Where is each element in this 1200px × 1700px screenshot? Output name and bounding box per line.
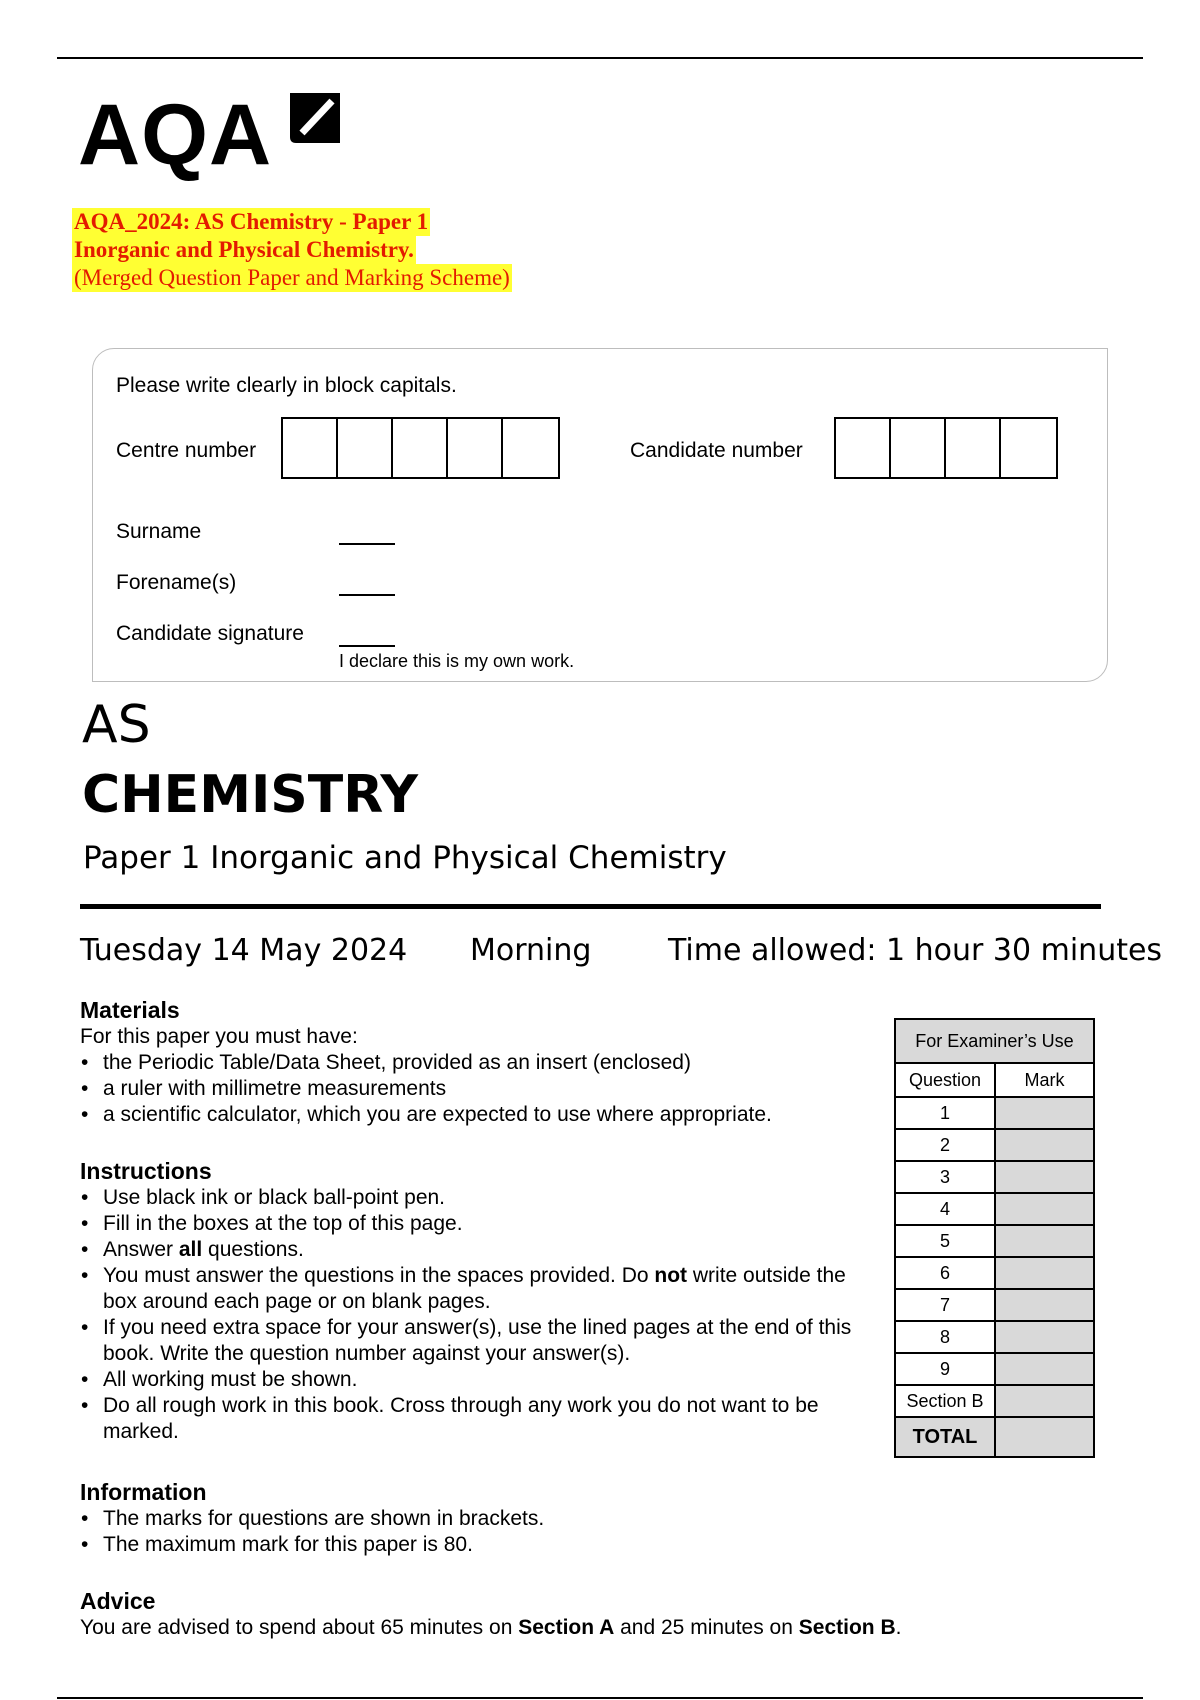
mark-column-header: Mark — [995, 1063, 1094, 1097]
advice-heading: Advice — [80, 1588, 156, 1614]
table-row — [895, 1193, 1094, 1225]
candidate-number-cell[interactable] — [836, 419, 891, 477]
list-item: • All working must be shown. — [80, 1367, 870, 1393]
centre-number-cell[interactable] — [393, 419, 448, 477]
centre-number-cell[interactable] — [503, 419, 558, 477]
question-number: 4 — [895, 1193, 995, 1225]
aqa-logo — [78, 85, 348, 185]
question-number: 1 — [895, 1097, 995, 1129]
total-row — [895, 1417, 1094, 1457]
candidate-number-cell[interactable] — [1001, 419, 1056, 477]
time-allowed: Time allowed: 1 hour 30 minutes — [668, 933, 1163, 968]
candidate-number-boxes — [834, 417, 1058, 479]
candidate-number-label: Candidate number — [630, 439, 803, 462]
header-line-3: (Merged Question Paper and Marking Scheme) — [74, 265, 510, 290]
mark-cell[interactable] — [995, 1353, 1094, 1385]
table-row — [895, 1097, 1094, 1129]
centre-number-cell[interactable] — [448, 419, 503, 477]
question-number: 7 — [895, 1289, 995, 1321]
table-row — [895, 1161, 1094, 1193]
title-divider — [80, 904, 1101, 909]
mark-cell[interactable] — [995, 1289, 1094, 1321]
top-rule — [57, 57, 1143, 59]
exam-session: Morning — [470, 933, 592, 968]
list-item: • The marks for questions are shown in brackets. — [80, 1506, 860, 1532]
question-number: 8 — [895, 1321, 995, 1353]
header-line-1: AQA_2024: AS Chemistry - Paper 1 — [74, 209, 429, 234]
mark-cell[interactable] — [995, 1321, 1094, 1353]
question-number: Section B — [895, 1385, 995, 1417]
table-row — [895, 1385, 1094, 1417]
instructions-heading: Instructions — [80, 1158, 212, 1184]
instructions-section — [80, 1158, 870, 1445]
centre-number-cell[interactable] — [283, 419, 338, 477]
table-row — [895, 1289, 1094, 1321]
forename-field[interactable] — [339, 594, 395, 596]
examiner-table-title: For Examiner’s Use — [895, 1019, 1094, 1063]
information-section — [80, 1479, 860, 1558]
question-number: 2 — [895, 1129, 995, 1161]
table-row — [895, 1353, 1094, 1385]
logo-mark-icon — [286, 89, 344, 147]
list-item: • If you need extra space for your answer(s), use the lined pages at the end of this book. Write the question number against your answer(s). — [80, 1315, 870, 1367]
signature-label: Candidate signature — [116, 622, 304, 645]
list-item: • Fill in the boxes at the top of this page. — [80, 1211, 870, 1237]
materials-heading: Materials — [80, 997, 180, 1023]
subject-title: CHEMISTRY — [82, 765, 419, 825]
table-row — [895, 1321, 1094, 1353]
advice-text: You are advised to spend about 65 minutes on Section A and 25 minutes on Section B. — [80, 1616, 902, 1639]
list-item: • Use black ink or black ball-point pen. — [80, 1185, 870, 1211]
bottom-rule — [57, 1697, 1143, 1699]
total-mark-cell[interactable] — [995, 1417, 1094, 1457]
information-heading: Information — [80, 1479, 207, 1505]
table-row — [895, 1225, 1094, 1257]
centre-number-cell[interactable] — [338, 419, 393, 477]
block-capitals-instruction: Please write clearly in block capitals. — [116, 374, 457, 397]
document-header — [72, 208, 512, 292]
question-number: 3 — [895, 1161, 995, 1193]
mark-cell[interactable] — [995, 1161, 1094, 1193]
question-number: 5 — [895, 1225, 995, 1257]
advice-section — [80, 1588, 1080, 1641]
exam-date: Tuesday 14 May 2024 — [80, 933, 408, 968]
table-row — [895, 1257, 1094, 1289]
header-line-2: Inorganic and Physical Chemistry. — [74, 237, 414, 262]
materials-intro: For this paper you must have: — [80, 1025, 358, 1048]
mark-cell[interactable] — [995, 1225, 1094, 1257]
signature-field[interactable] — [339, 645, 395, 647]
materials-section — [80, 997, 860, 1128]
declaration-text: I declare this is my own work. — [339, 651, 575, 671]
mark-cell[interactable] — [995, 1193, 1094, 1225]
centre-number-label: Centre number — [116, 439, 257, 462]
paper-title: Paper 1 Inorganic and Physical Chemistry — [83, 840, 727, 876]
mark-cell[interactable] — [995, 1129, 1094, 1161]
list-item: • a scientific calculator, which you are expected to use where appropriate. — [80, 1102, 860, 1128]
logo-text: AQA — [78, 87, 273, 183]
surname-label: Surname — [116, 520, 202, 543]
qualification-level: AS — [82, 695, 151, 755]
total-label: TOTAL — [895, 1417, 995, 1457]
candidate-number-cell[interactable] — [891, 419, 946, 477]
candidate-number-cell[interactable] — [946, 419, 1001, 477]
list-item: • a ruler with millimetre measurements — [80, 1076, 860, 1102]
list-item: • the Periodic Table/Data Sheet, provided as an insert (enclosed) — [80, 1050, 860, 1076]
list-item: • Answer all questions. — [80, 1237, 870, 1263]
question-number: 9 — [895, 1353, 995, 1385]
mark-cell[interactable] — [995, 1097, 1094, 1129]
candidate-details-box — [92, 348, 1108, 682]
surname-field[interactable] — [339, 543, 395, 545]
mark-cell[interactable] — [995, 1385, 1094, 1417]
centre-number-boxes — [281, 417, 560, 479]
forename-label: Forename(s) — [116, 571, 237, 594]
list-item: • Do all rough work in this book. Cross through any work you do not want to be marked. — [80, 1393, 870, 1445]
examiner-use-table — [894, 1018, 1095, 1458]
question-number: 6 — [895, 1257, 995, 1289]
question-column-header: Question — [895, 1063, 995, 1097]
list-item: • The maximum mark for this paper is 80. — [80, 1532, 860, 1558]
list-item: • You must answer the questions in the spaces provided. Do not write outside the box around each page or on blank pages. — [80, 1263, 870, 1315]
mark-cell[interactable] — [995, 1257, 1094, 1289]
table-row — [895, 1129, 1094, 1161]
